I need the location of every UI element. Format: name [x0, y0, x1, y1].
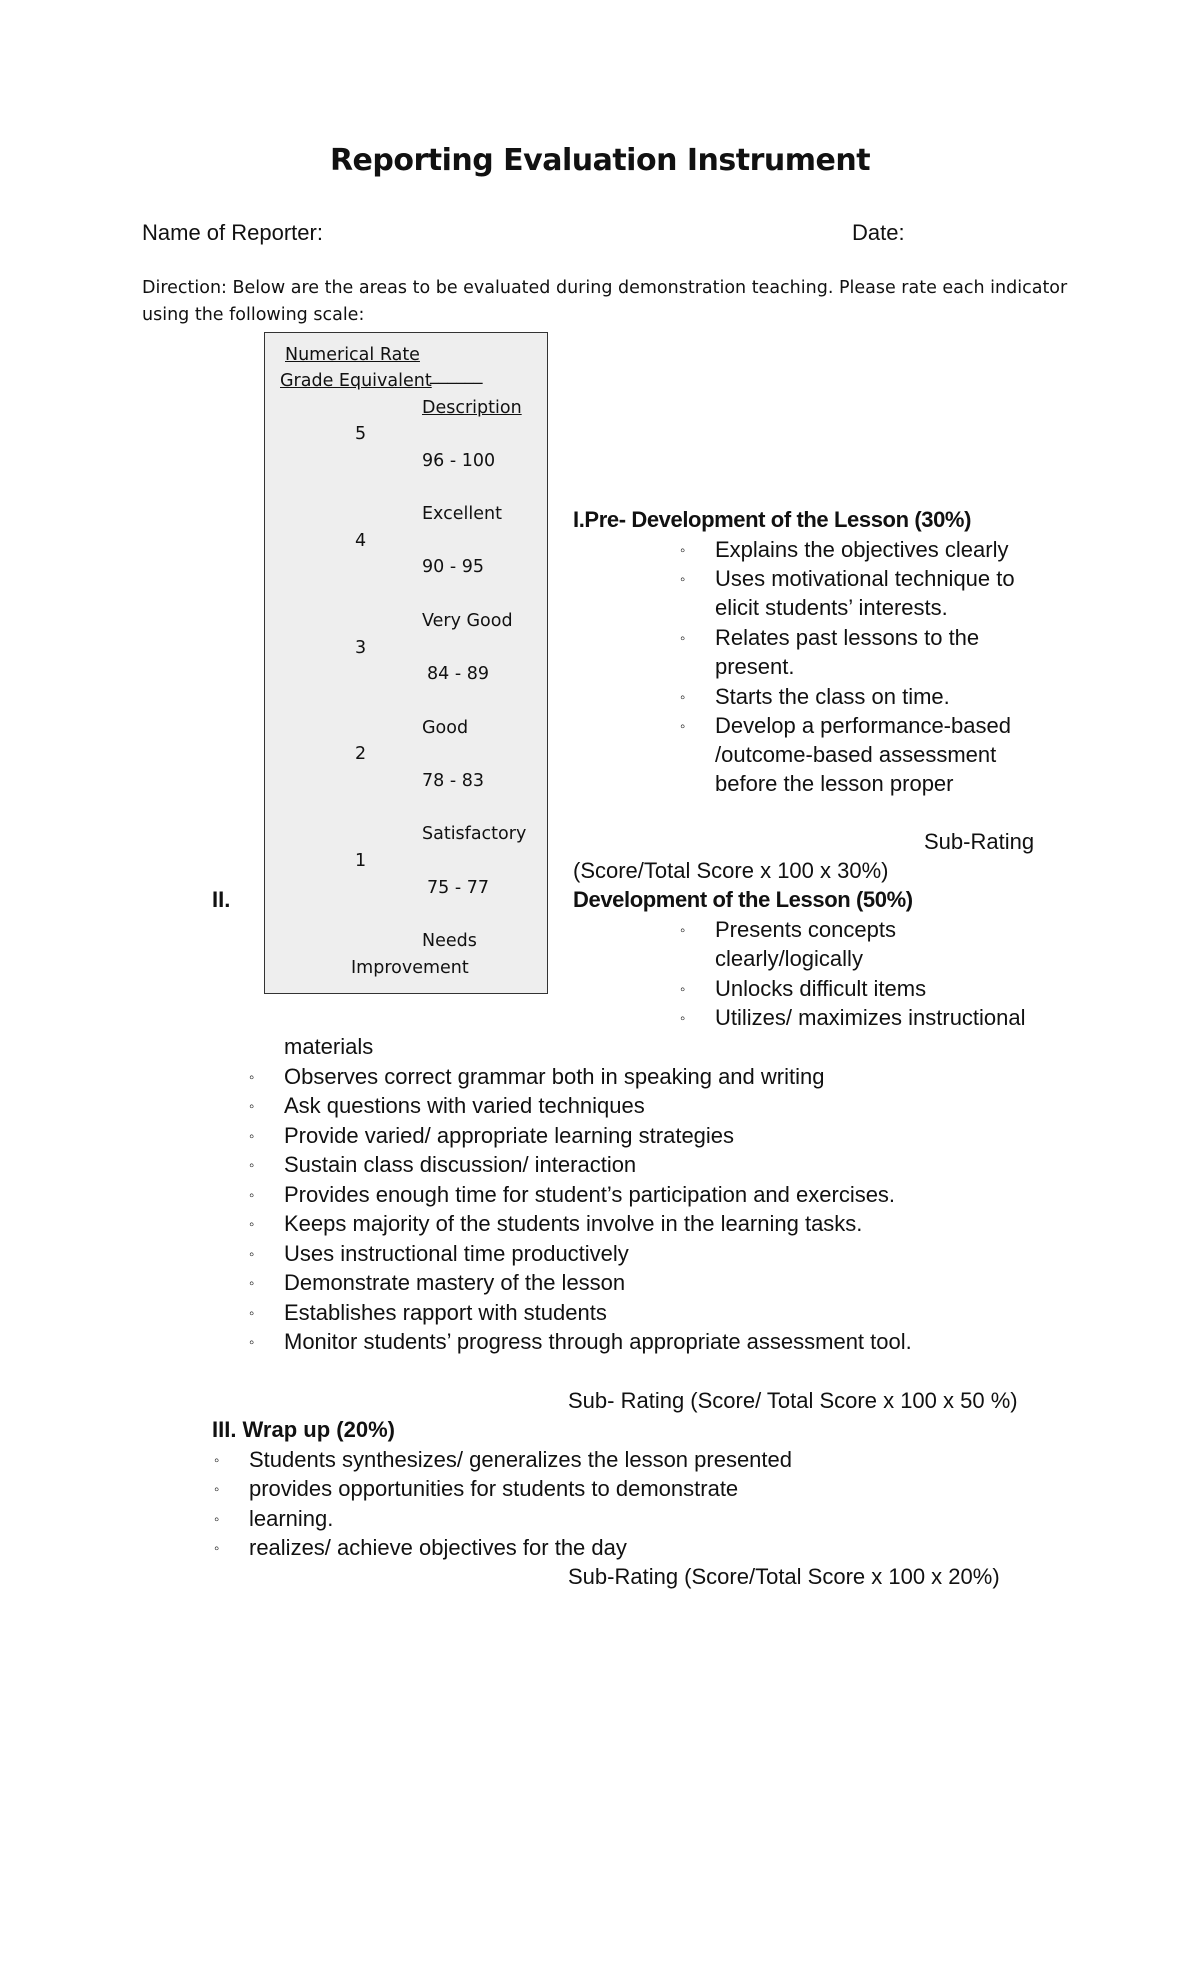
scale-description: Excellent — [422, 504, 502, 524]
section-2-item: Ask questions with varied techniques — [284, 1093, 645, 1118]
section-2-item: Observes correct grammar both in speaking and writing — [284, 1064, 825, 1089]
bullet-icon: ◦ — [214, 1452, 220, 1469]
section-3-item: provides opportunities for students to demonstrate — [249, 1476, 739, 1501]
scale-rate: 5 — [355, 424, 367, 444]
bullet-icon: ◦ — [680, 981, 686, 998]
scale-grade: 84 - 89 — [427, 664, 489, 684]
section-2-subrating: Sub- Rating (Score/ Total Score x 100 x 50 %) — [568, 1388, 1018, 1413]
scale-grade: 96 - 100 — [422, 451, 496, 471]
section-1-item: Uses motivational technique to — [715, 566, 1015, 591]
section-2-heading: Development of the Lesson (50%) — [573, 887, 913, 912]
section-1-heading: I.Pre- Development of the Lesson (30%) — [573, 507, 971, 532]
section-3-heading: III. Wrap up (20%) — [212, 1417, 395, 1442]
bullet-icon: ◦ — [680, 718, 686, 735]
bullet-icon: ◦ — [249, 1334, 255, 1351]
section-2-numeral: II. — [212, 887, 231, 912]
section-2-item: Keeps majority of the students involve in the learning tasks. — [284, 1211, 863, 1236]
bullet-icon: ◦ — [249, 1246, 255, 1263]
bullet-icon: ◦ — [214, 1540, 220, 1557]
direction-text-cont: using the following scale: — [142, 305, 365, 325]
section-1-item: Relates past lessons to the — [715, 625, 980, 650]
section-2-item: Provide varied/ appropriate learning strategies — [284, 1123, 735, 1148]
scale-header-underscore: ______ — [430, 365, 483, 385]
section-2-item: Uses instructional time productively — [284, 1241, 629, 1266]
scale-header-numerical: Numerical Rate — [285, 345, 420, 365]
section-1-item-cont: present. — [715, 654, 795, 679]
section-1-item: Explains the objectives clearly — [715, 537, 1009, 562]
section-1-item: Starts the class on time. — [715, 684, 950, 709]
page-title: Reporting Evaluation Instrument — [329, 143, 871, 178]
section-1-subrating-formula: (Score/Total Score x 100 x 30%) — [573, 858, 889, 883]
section-1-item: Develop a performance-based — [715, 713, 1011, 738]
scale-header-grade: Grade Equivalent — [280, 371, 432, 391]
section-2-item: Unlocks difficult items — [715, 976, 927, 1001]
scale-rate: 3 — [355, 638, 367, 658]
bullet-icon: ◦ — [249, 1157, 255, 1174]
section-1-item-cont: before the lesson proper — [715, 771, 954, 796]
section-1-item-cont: /outcome-based assessment — [715, 742, 997, 767]
section-2-item: Monitor students’ progress through appropriate assessment tool. — [284, 1329, 912, 1354]
bullet-icon: ◦ — [680, 571, 686, 588]
bullet-icon: ◦ — [249, 1305, 255, 1322]
section-1-subrating: Sub-Rating — [924, 829, 1035, 854]
bullet-icon: ◦ — [249, 1187, 255, 1204]
section-2-item: Establishes rapport with students — [284, 1300, 607, 1325]
bullet-icon: ◦ — [680, 1010, 686, 1027]
section-2-item: Utilizes/ maximizes instructional — [715, 1005, 1026, 1030]
scale-rate: 1 — [355, 851, 367, 871]
section-1-item-cont: elicit students’ interests. — [715, 595, 948, 620]
scale-header-description: Description — [422, 398, 522, 418]
section-3-item: Students synthesizes/ generalizes the lesson presented — [249, 1447, 792, 1472]
section-3-item: realizes/ achieve objectives for the day — [249, 1535, 627, 1560]
scale-description: Needs — [422, 931, 477, 951]
date-label: Date: — [852, 220, 905, 245]
section-3-subrating: Sub-Rating (Score/Total Score x 100 x 20%) — [568, 1564, 1000, 1589]
bullet-icon: ◦ — [249, 1069, 255, 1086]
rating-scale-box — [264, 332, 548, 994]
bullet-icon: ◦ — [249, 1275, 255, 1292]
bullet-icon: ◦ — [680, 689, 686, 706]
scale-grade: 75 - 77 — [427, 878, 489, 898]
section-2-item: Demonstrate mastery of the lesson — [284, 1270, 626, 1295]
bullet-icon: ◦ — [249, 1098, 255, 1115]
scale-grade: 78 - 83 — [422, 771, 484, 791]
scale-rate: 4 — [355, 531, 367, 551]
reporter-name-label: Name of Reporter: — [142, 220, 323, 245]
bullet-icon: ◦ — [680, 630, 686, 647]
bullet-icon: ◦ — [249, 1128, 255, 1145]
section-2-item: Presents concepts — [715, 917, 896, 942]
section-2-item: Provides enough time for student’s participation and exercises. — [284, 1182, 896, 1207]
direction-text: Direction: Below are the areas to be evaluated during demonstration teaching. Please rate each indicator — [142, 278, 1068, 298]
scale-rate: 2 — [355, 744, 367, 764]
bullet-icon: ◦ — [214, 1481, 220, 1498]
section-2-item-cont: clearly/logically — [715, 946, 863, 971]
bullet-icon: ◦ — [680, 922, 686, 939]
bullet-icon: ◦ — [680, 542, 686, 559]
section-2-item: Sustain class discussion/ interaction — [284, 1152, 637, 1177]
bullet-icon: ◦ — [214, 1511, 220, 1528]
bullet-icon: ◦ — [249, 1216, 255, 1233]
scale-description: Very Good — [422, 611, 513, 631]
scale-description: Satisfactory — [422, 824, 527, 844]
scale-grade: 90 - 95 — [422, 557, 484, 577]
scale-description-cont: Improvement — [351, 958, 469, 978]
section-3-item: learning. — [249, 1506, 334, 1531]
section-2-item-cont: materials — [284, 1034, 374, 1059]
scale-description: Good — [422, 718, 469, 738]
